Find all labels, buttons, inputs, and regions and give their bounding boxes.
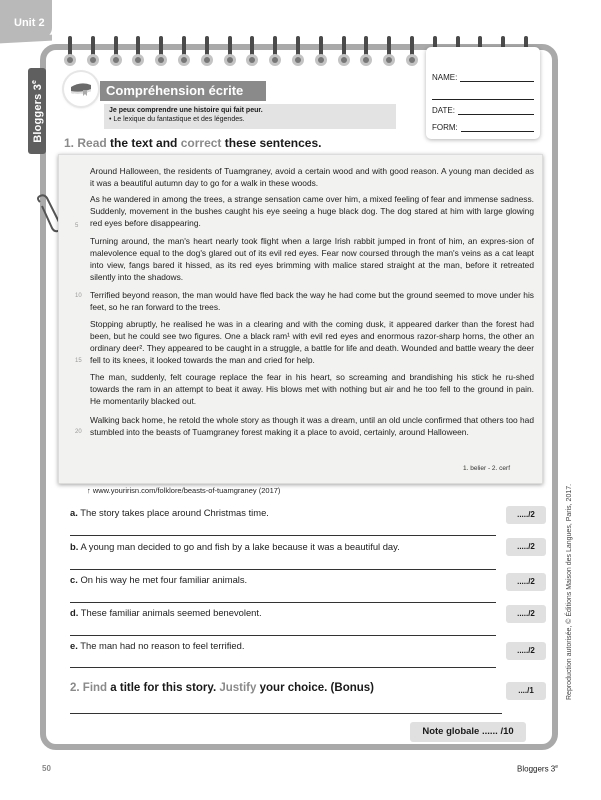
date-label: DATE: [432, 106, 455, 115]
item-text: The story takes place around Christmas time. [80, 507, 269, 518]
item-text: On his way he met four familiar animals. [80, 574, 248, 585]
name-label: NAME: [432, 73, 458, 82]
side-tab-label: Bloggers 3 [31, 83, 44, 143]
spiral-ring-icon [406, 36, 418, 66]
answer-line-b[interactable] [70, 569, 496, 570]
spiral-ring-icon [87, 36, 99, 66]
name-field[interactable] [460, 73, 534, 82]
q1-num: 1. [64, 136, 75, 150]
unit-tab [0, 0, 52, 38]
answer-line-q2[interactable] [70, 713, 502, 714]
statement-b [70, 541, 400, 552]
item-letter: d. [70, 607, 79, 618]
line-number: 15 [75, 358, 82, 364]
item-text: The man had no reason to feel terrified. [80, 640, 245, 651]
paragraph: Walking back home, he retold the whole story as though it was a dream, until an old uncle confirmed that others too had stumbled into the beasts of Tuamgraney forest making it a place to avoid, certainly, around Halloween. [90, 415, 534, 437]
paragraph: The man, suddenly, felt courage replace the fear in his heart, so screaming and brandishing his stick he ru-shed towards the ram in an attempt to beat it away. His blows met with nothing but air and he too fell to the ground in pain. He momentarily blacked out. [90, 372, 534, 406]
score-box-q2[interactable]: ..../1 [506, 682, 546, 700]
q1-end: these sentences. [224, 136, 322, 150]
q2-verb-justify: Justify [219, 682, 257, 694]
question-1-heading [64, 136, 321, 150]
spiral-ring-icon [132, 36, 144, 66]
q2-verb-find: Find [82, 682, 108, 694]
section-title: Compréhension écrite [100, 81, 266, 101]
learning-goals [104, 104, 396, 129]
answer-line-a[interactable] [70, 535, 496, 536]
statement-d [70, 607, 262, 618]
form-field[interactable] [461, 123, 534, 132]
score-box-b[interactable]: ...../2 [506, 538, 546, 556]
unit-label: Unit 2 [14, 17, 45, 29]
goal-statement: Je peux comprendre une histoire qui fait peur. [109, 107, 263, 114]
spiral-ring-icon [292, 36, 304, 66]
name-field-2[interactable] [432, 91, 534, 100]
reading-text-box [58, 154, 543, 484]
spiral-ring-icon [224, 36, 236, 66]
name-card [426, 47, 540, 139]
statement-c [70, 574, 247, 585]
line-number: 5 [75, 223, 79, 229]
statement-e [70, 640, 244, 651]
q2-end: your choice. (Bonus) [259, 682, 374, 694]
spiral-ring-icon [338, 36, 350, 66]
book-icon [64, 72, 98, 106]
paragraph: As he wandered in among the trees, a strange sensation came over him, a mixed feeling of fear and immense sadness. Suddenly, movement in the bushes caught his eye seeing a huge black dog. The dog stared at him with large glowing red eyes before disappearing. [90, 194, 534, 228]
answer-line-d[interactable] [70, 635, 496, 636]
line-number: 10 [75, 293, 82, 299]
paragraph: Turning around, the man's heart nearly took flight when a large Irish rabbit jumped in front of him, an expres-sion of malevolence equal to the dog's glared out of its evil red eyes. Fear now coursed through the man's veins as a cat leapt into view, fangs bared it hissed, as its red eyes brimming with malice stared straight at the man, before it retreated silently into the shadows. [90, 236, 534, 282]
form-row [432, 123, 534, 132]
name-row [432, 73, 534, 82]
book-title [517, 764, 558, 774]
side-tab-sup: e [30, 79, 38, 84]
item-text: A young man decided to go and fish by a lake because it was a beautiful day. [80, 541, 400, 552]
date-row [432, 106, 534, 115]
spiral-ring-icon [110, 36, 122, 66]
q2-mid: a title for this story. [110, 682, 217, 694]
footnote: 1. belier - 2. cerf [463, 465, 510, 472]
book-title-sup: e [555, 764, 559, 770]
item-letter: e. [70, 640, 78, 651]
spiral-ring-icon [383, 36, 395, 66]
overall-score-box[interactable]: Note globale ...... /10 [410, 722, 526, 742]
answer-line-e[interactable] [70, 667, 496, 668]
item-letter: a. [70, 507, 78, 518]
q1-mid: the text and [110, 136, 178, 150]
copyright-notice: Reproduction autorisée, © Éditions Maison des Langues, Paris, 2017. [566, 483, 573, 700]
spiral-ring-icon [155, 36, 167, 66]
spiral-ring-icon [315, 36, 327, 66]
source-link[interactable]: ↑ www.youririsn.com/folklore/beasts-of-tuamgraney (2017) [87, 486, 281, 495]
q2-num: 2. [70, 682, 80, 694]
book-title-text: Bloggers 3 [517, 764, 556, 774]
item-text: These familiar animals seemed benevolent. [80, 607, 262, 618]
score-box-a[interactable]: ...../2 [506, 506, 546, 524]
spiral-ring-icon [269, 36, 281, 66]
paragraph: Around Halloween, the residents of Tuamgraney, avoid a certain wood and with good reason. A young man decided as it was a beautiful autumn day to go for a walk in these woods. [90, 166, 534, 188]
score-box-e[interactable]: ...../2 [506, 642, 546, 660]
date-field[interactable] [458, 106, 534, 115]
form-label: FORM: [432, 123, 458, 132]
spiral-ring-icon [360, 36, 372, 66]
item-letter: b. [70, 541, 79, 552]
q1-verb-correct: correct [180, 136, 222, 150]
line-number: 20 [75, 429, 82, 435]
spiral-ring-icon [201, 36, 213, 66]
q1-verb-read: Read [77, 136, 107, 150]
question-2-heading [70, 682, 374, 694]
spiral-ring-icon [64, 36, 76, 66]
spiral-ring-icon [246, 36, 258, 66]
statement-a [70, 507, 269, 518]
answer-line-c[interactable] [70, 602, 496, 603]
side-tab [28, 68, 46, 154]
goal-bullet: • Le lexique du fantastique et des légendes. [109, 116, 245, 123]
paragraph: Terrified beyond reason, the man would have fled back the way he had come but the ground seemed to move under his feet, so he ran forward to the trees. [90, 290, 534, 312]
name-row-2 [432, 91, 534, 100]
item-letter: c. [70, 574, 78, 585]
score-box-d[interactable]: ...../2 [506, 605, 546, 623]
page-number: 50 [42, 764, 51, 773]
paragraph: Stopping abruptly, he realised he was in a clearing and with the coming dusk, it appeared darker than the forest had been, but he could see two figures. One a black ram¹ with evil red eyes and enormous razor-sharp horns, the other an ordinary deer². They appeared to be caught in a struggle, a battle for life and death. Wounded and battle weary the deer fell to its knees, it looked towards the man and cried for help. [90, 319, 534, 365]
score-box-c[interactable]: ...../2 [506, 573, 546, 591]
spiral-ring-icon [178, 36, 190, 66]
